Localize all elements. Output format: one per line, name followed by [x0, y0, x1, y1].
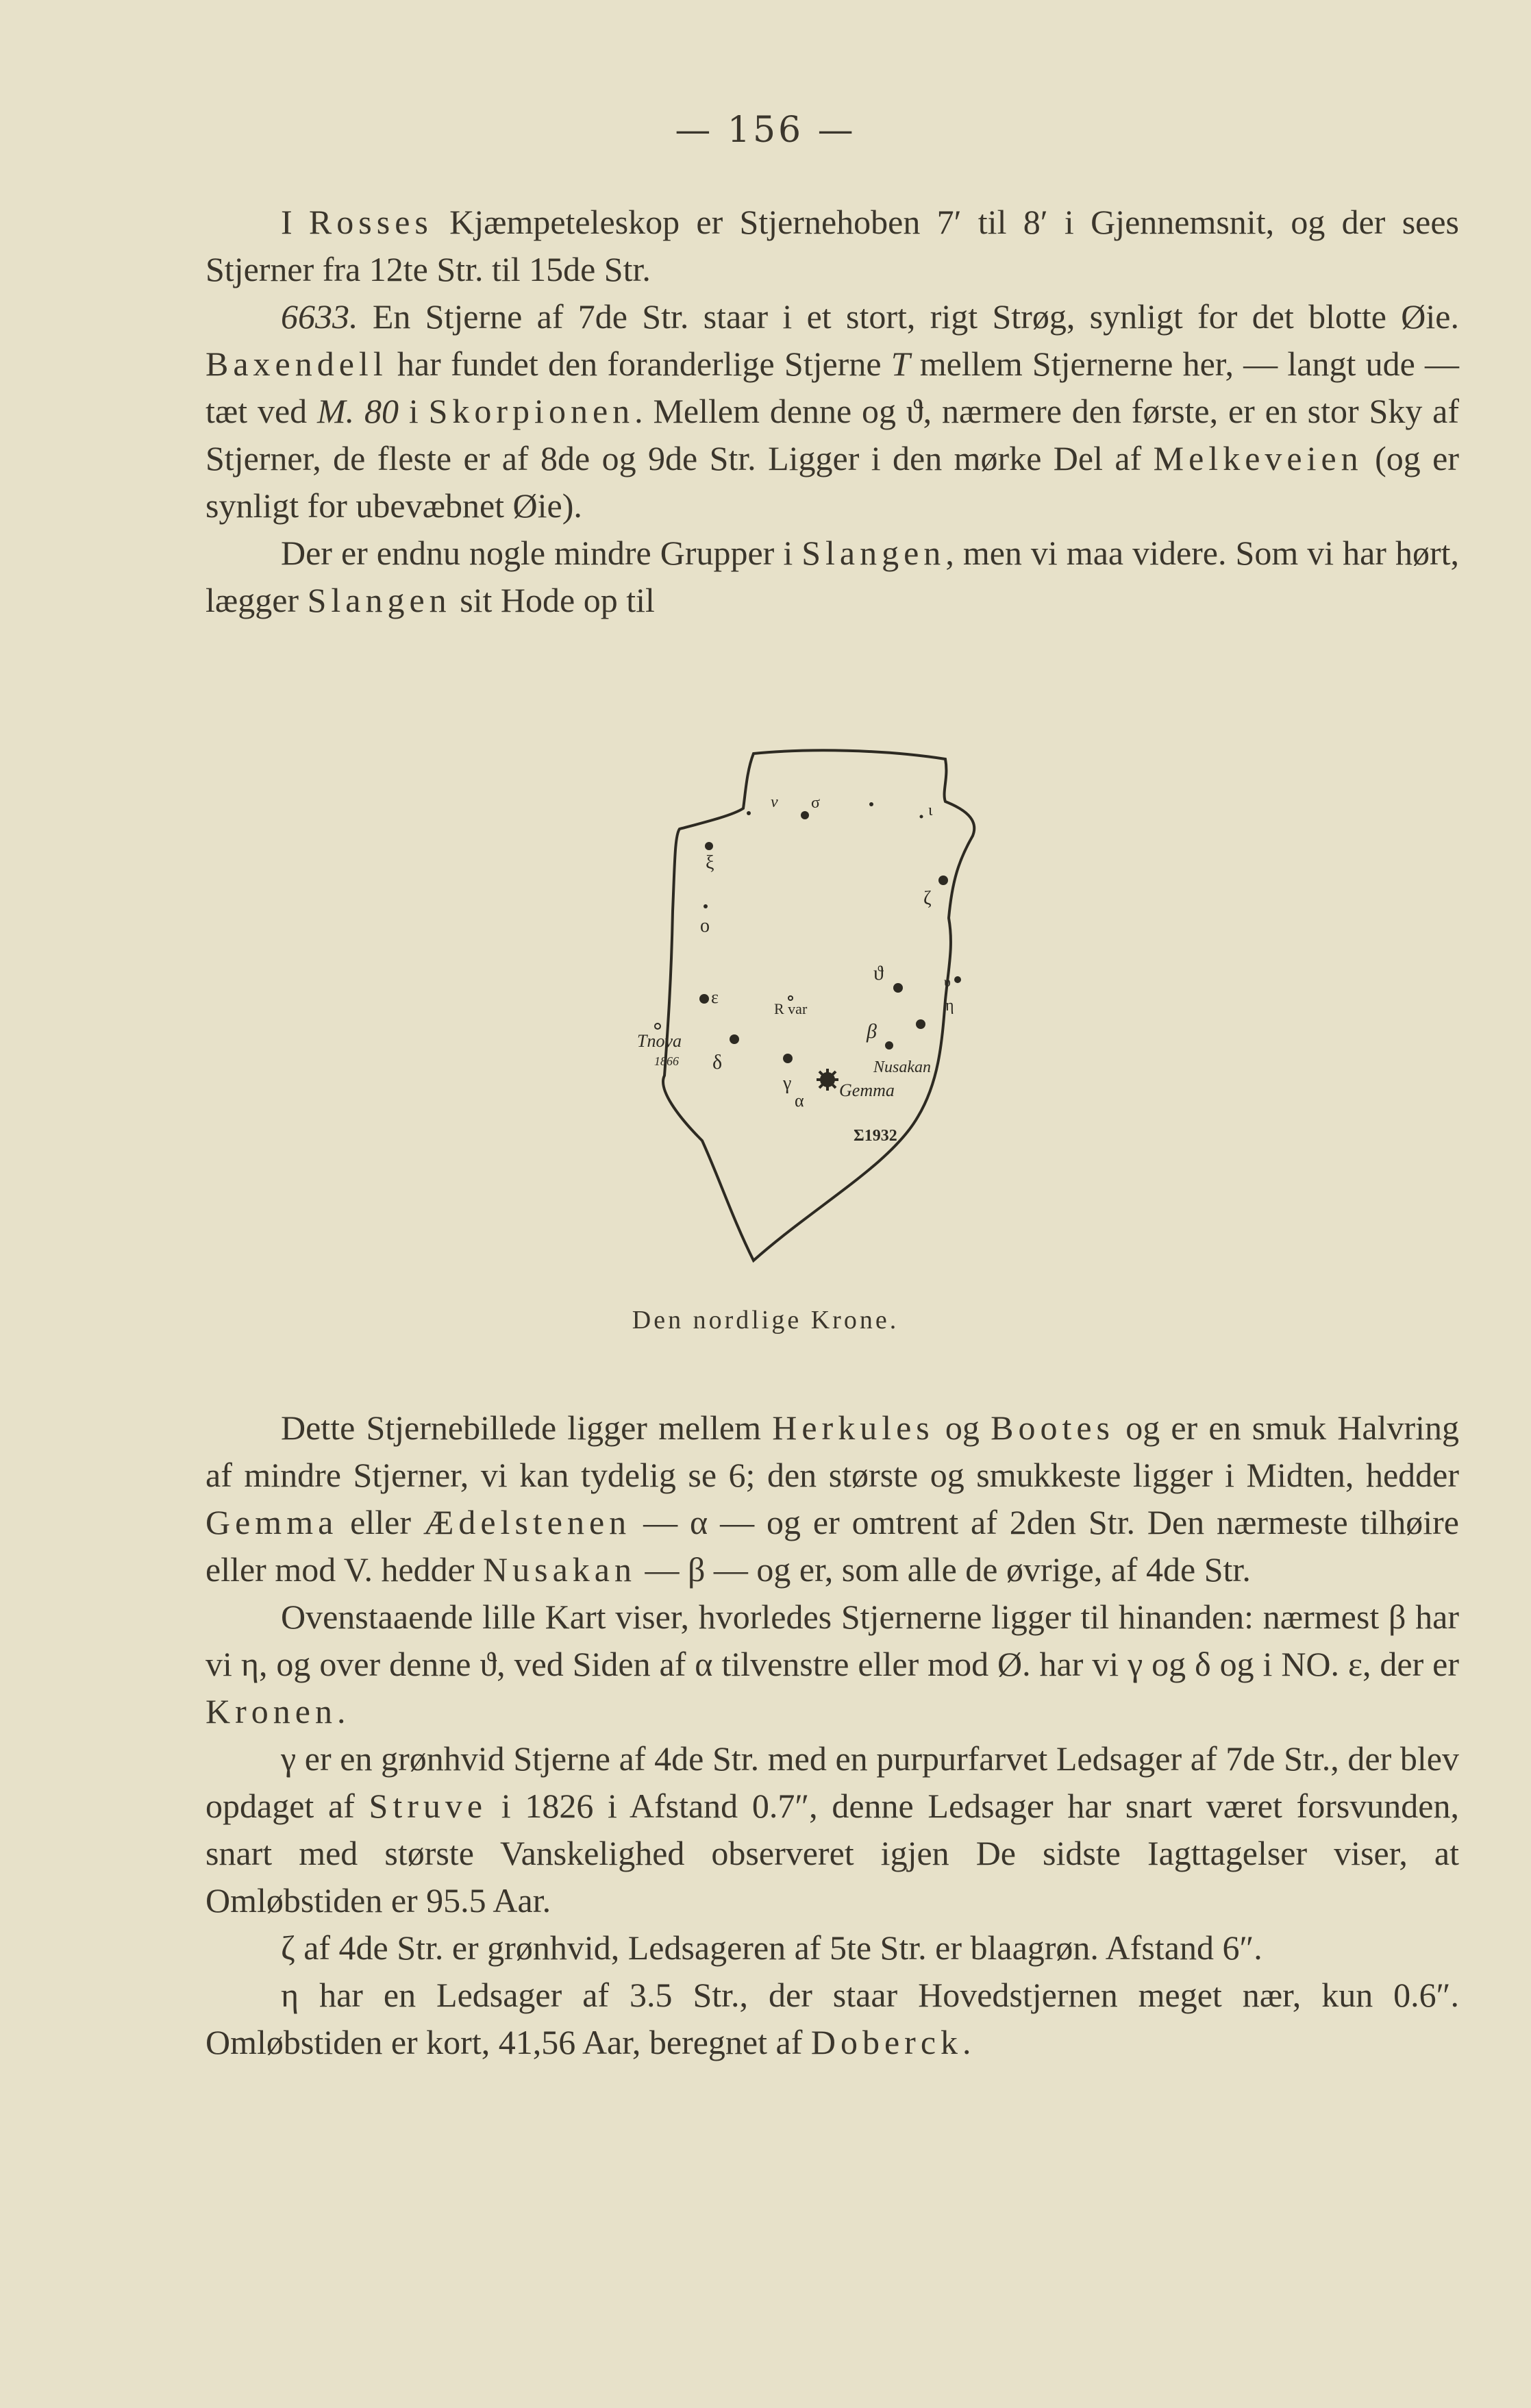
star-dot — [705, 842, 713, 850]
label-nusakan: Nusakan — [873, 1058, 931, 1076]
name-aedelstenen: Ædelstenen — [423, 1503, 632, 1541]
name-gemma: Gemma — [206, 1503, 338, 1541]
messier-80: M. 80 — [317, 392, 399, 430]
name-slangen: Slangen — [801, 534, 946, 572]
text-run: γ er en grønhvid Stjerne af 4de Str. med en purpurfarvet Ledsager af 7de Str., der blev opdaget af — [206, 1739, 1459, 1825]
label-xi: ξ — [706, 852, 714, 873]
name-nusakan: Nusakan — [483, 1550, 636, 1589]
label-beta: β — [867, 1020, 877, 1043]
star-dot — [916, 1019, 925, 1029]
text-run: i 1826 i Afstand 0.7″, denne Ledsager har snart været forsvunden, snart med største Vanskelighed observeret igjen De sidste Iagttagelser viser, at Omløbstiden er 95.5 Aar. — [206, 1787, 1459, 1920]
name-kronen: Kronen — [206, 1692, 337, 1730]
constellation-map — [637, 740, 1021, 1288]
label-zeta: ζ — [923, 888, 932, 909]
label-gemma: Gemma — [839, 1080, 895, 1100]
gemma-starburst — [817, 1069, 838, 1091]
text-run: ζ af 4de Str. er grønhvid, Ledsageren af 5te Str. er blaagrøn. Afstand 6″. — [281, 1928, 1262, 1967]
text-run: , men vi maa videre. Som vi har hørt, lægger — [206, 534, 1459, 619]
label-nu: ν — [771, 793, 778, 811]
star-dot — [783, 1054, 793, 1063]
name-doberck: Doberck — [810, 2023, 963, 2061]
paragraph-6633 — [206, 293, 1459, 530]
label-gamma: γ — [783, 1073, 792, 1094]
label-omicron: ο — [700, 915, 710, 936]
text-run: har fundet den foranderlige Stjerne — [387, 345, 891, 383]
label-sigma: σ — [811, 794, 820, 812]
star-dot — [869, 802, 873, 806]
name-slangen: Slangen — [307, 581, 451, 619]
label-rvar: R var — [774, 1000, 808, 1017]
label-tnova: Tnova — [637, 1031, 682, 1051]
text-run: — β — og er, som alle de øvrige, af 4de Str. — [636, 1550, 1251, 1589]
star-dot — [954, 976, 961, 983]
paragraph-eta — [206, 1972, 1459, 2066]
text-run: I — [281, 203, 309, 241]
name-skorpionen: Skorpionen — [428, 392, 635, 430]
star-dot — [655, 1023, 660, 1029]
paragraph-zeta — [206, 1924, 1459, 1972]
paragraph-map-description — [206, 1593, 1459, 1735]
star-dot — [699, 994, 709, 1004]
star-dot — [893, 983, 903, 993]
paragraph-slangen — [206, 530, 1459, 624]
bottom-text-block — [206, 1404, 1459, 2066]
label-delta: δ — [712, 1051, 723, 1073]
star-dot — [938, 876, 948, 885]
label-year: 1866 — [654, 1054, 679, 1068]
paragraph-rosses — [206, 199, 1459, 293]
name-melkeveien: Melkeveien — [1153, 439, 1363, 477]
paragraph-gamma — [206, 1735, 1459, 1924]
label-epsilon: ε — [711, 987, 719, 1007]
label-alpha: α — [795, 1091, 804, 1110]
text-run: . — [962, 2023, 971, 2061]
paragraph-intro — [206, 1404, 1459, 1593]
star-dot — [730, 1034, 739, 1044]
text-run: sit Hode op til — [451, 581, 655, 619]
text-run: Der er endnu nogle mindre Grupper i — [281, 534, 802, 572]
text-run: Dette Stjernebillede ligger mellem — [281, 1408, 773, 1447]
star-dot — [704, 904, 708, 908]
text-run: mellem Stjernerne her, — langt ude — tæt ved — [206, 345, 1459, 430]
star-dot — [801, 811, 809, 819]
name-herkules: Herkules — [772, 1408, 934, 1447]
figure-caption: Den nordlige Krone. — [632, 1306, 899, 1335]
text-run: (og er synligt for ubevæbnet Øie). — [206, 439, 1459, 525]
name-rosses: Rosses — [308, 203, 433, 241]
text-run: i — [399, 392, 429, 430]
text-run: η har en Ledsager af 3.5 Str., der staar Hovedstjernen meget nær, kun 0.6″. Omløbstiden er kort, 41,56 Aar, beregnet af — [206, 1976, 1459, 2061]
name-bootes: Bootes — [991, 1408, 1115, 1447]
label-misc: Σ1932 — [854, 1127, 897, 1145]
name-baxendell: Baxendell — [206, 345, 388, 383]
label-eta: η — [945, 997, 954, 1015]
star-dot — [885, 1041, 893, 1050]
text-run: og er en smuk Halvring af mindre Stjerner, vi kan tydelig se 6; den største og smukkeste ligger i Midten, hedder — [206, 1408, 1460, 1494]
label-upsilon: υ — [944, 975, 951, 990]
name-struve: Struve — [369, 1787, 488, 1825]
top-text-block — [206, 199, 1459, 624]
label-theta: ϑ — [873, 962, 884, 984]
text-run: og — [934, 1408, 991, 1447]
label-iota: ι — [928, 802, 933, 819]
page-number: — 156 — — [675, 110, 856, 151]
constellation-boundary — [663, 750, 974, 1261]
text-run: . — [336, 1692, 346, 1730]
text-run: Ovenstaaende lille Kart viser, hvorledes Stjernerne ligger til hinanden: nærmest β har vi η, og over denne ϑ, ved Siden af α tilvenstre eller mod Ø. har vi γ og δ og i NO. ε, der er — [206, 1598, 1459, 1683]
constellation-map-figure — [637, 740, 1021, 1288]
text-run: En Stjerne af 7de Str. staar i et stort, rigt Strøg, synligt for det blotte Øie. — [358, 297, 1459, 336]
text-run: . Mellem denne og ϑ, nærmere den første, er en stor Sky af Stjerner, de fleste er af 8de og 9de Str. Ligger i den mørke Del af — [206, 392, 1460, 477]
text-run: — α — og er omtrent af 2den Str. Den nærmeste tilhøire eller mod V. hedder — [206, 1503, 1459, 1589]
star-t: T — [891, 345, 910, 383]
catalog-number: 6633. — [281, 297, 358, 336]
star-dot — [747, 811, 751, 815]
text-run: eller — [338, 1503, 423, 1541]
star-dot — [920, 815, 923, 819]
text-run: Kjæmpeteleskop er Stjernehoben 7′ til 8′ i Gjennemsnit, og der sees Stjerner fra 12te Str. til 15de Str. — [206, 203, 1460, 288]
